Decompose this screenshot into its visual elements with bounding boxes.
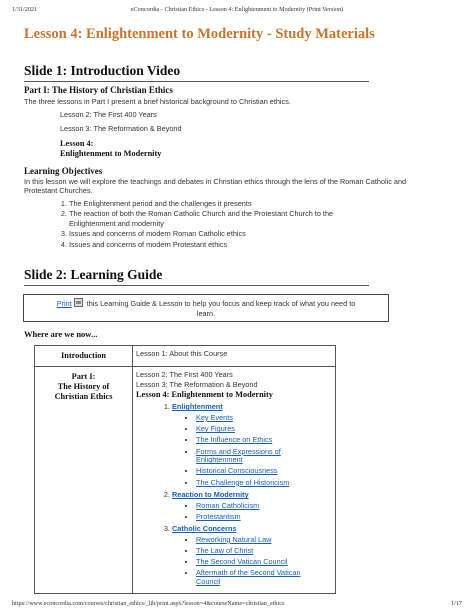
subtopic-item	[196, 513, 332, 522]
print-footer	[12, 600, 462, 607]
lesson-item: Lesson 2: The First 400 Years	[60, 109, 157, 119]
subtopic-item	[196, 547, 332, 556]
current-lesson-line2: Enlightenment to Modernity	[60, 148, 162, 158]
topic-item	[172, 490, 332, 521]
subtopic-link[interactable]: The Challenge of Historicism	[196, 477, 290, 487]
part-heading: Part I: The History of Christian Ethics	[24, 85, 173, 95]
subtopic-link[interactable]: Historical Consciousness	[196, 466, 278, 476]
row-content	[133, 367, 336, 593]
subtopic-item	[196, 467, 332, 476]
current-lesson: Lesson 4: Enlightenment to Modernity	[136, 390, 273, 400]
slide2-heading: Slide 2: Learning Guide	[24, 267, 369, 286]
subtopic-link[interactable]: Roman Catholicism	[196, 500, 260, 510]
where-heading: Where are we now...	[24, 329, 98, 340]
subtopic-link[interactable]: Forms and Expressions of Enlightenment	[196, 446, 281, 465]
subtopic-item	[196, 448, 296, 465]
topic-link-reaction[interactable]: Reaction to Modernity	[172, 490, 249, 500]
lesson-item: Lesson 2: The First 400 Years	[136, 370, 233, 380]
header-date: 1/31/2021	[12, 6, 38, 13]
subtopic-item	[196, 425, 332, 434]
subtopic-item	[196, 479, 332, 488]
current-lesson	[24, 139, 452, 159]
learning-guide-table	[34, 345, 336, 593]
topic-item	[172, 402, 332, 487]
subtopic-list	[172, 414, 332, 487]
topic-item	[172, 524, 332, 586]
part-label-2: The History of	[57, 382, 110, 392]
topic-link-catholic[interactable]: Catholic Concerns	[172, 524, 237, 534]
subtopic-list	[172, 502, 332, 522]
print-text: this Learning Guide & Lesson to help you focus and keep track of what you need to	[84, 299, 356, 309]
topic-link-enlightenment[interactable]: Enlightenment	[172, 402, 223, 412]
subtopic-link[interactable]: The Law of Christ	[196, 546, 254, 556]
subtopic-list	[172, 536, 332, 587]
objective-item: 3. Issues and concerns of modern Roman Catholic ethics	[69, 229, 452, 239]
printer-icon[interactable]	[74, 298, 83, 307]
subtopic-item	[196, 536, 332, 545]
subtopic-link[interactable]: Key Figures	[196, 424, 235, 434]
objective-item: 4. Issues and concerns of modern Protestant ethics	[69, 240, 452, 250]
subtopic-link[interactable]: Reworking Natural Law	[196, 534, 272, 544]
subtopic-item	[196, 558, 332, 567]
current-lesson-line1: Lesson 4:	[60, 138, 94, 148]
print-box	[23, 294, 389, 322]
subtopic-item	[196, 569, 316, 586]
row-label: Introduction	[35, 346, 133, 367]
footer-url: https://www.econcordia.com/courses/christian_ethics/_lib/print.aspx?lesson=4&courseName=christian_ethics	[12, 600, 285, 607]
lesson-item: Lesson 3: The Reformation & Beyond	[136, 379, 258, 389]
subtopic-item	[196, 414, 332, 423]
objectives-heading: Learning Objectives	[24, 165, 103, 176]
print-text-end: learn.	[196, 308, 216, 318]
row-content: Lesson 1: About this Course	[133, 346, 336, 367]
objective-item: 1. The Enlightenment period and the challenges it presents	[69, 199, 452, 209]
objectives-intro: In this lesson we will explore the teachings and debates in Christian ethics through the lens of the Roman Catholic and Protestant Churches.	[24, 176, 407, 195]
subtopic-link[interactable]: The Second Vatican Council	[196, 557, 288, 567]
intro-text: The three lessons in Part I present a brief historical background to Christian ethics.	[24, 97, 291, 106]
subtopic-link[interactable]: The Influence on Ethics	[196, 435, 273, 445]
lesson-item: Lesson 3: The Reformation & Beyond	[60, 124, 182, 133]
subtopic-item	[196, 502, 332, 511]
row-label	[35, 367, 133, 593]
subtopic-item	[196, 436, 332, 445]
part-label-3: Christian Ethics	[54, 392, 113, 402]
objective-item: 2. The reaction of both the Roman Catholic Church and the Protestant Church to the Enlightenment and modernity	[69, 209, 359, 228]
objectives-list	[24, 199, 452, 250]
slide1-heading: Slide 1: Introduction Video	[24, 63, 369, 82]
part-label-1: Part I:	[71, 372, 96, 382]
header-page-title: eConcordia - Christian Ethics - Lesson 4: Enlightenment to Modernity (Print Version)	[130, 6, 344, 13]
subtopic-link[interactable]: Key Events	[196, 412, 233, 422]
document-body	[24, 20, 452, 594]
table-row	[35, 346, 336, 367]
subtopic-link[interactable]: Aftermath of the Second Vatican Council	[196, 568, 301, 587]
lesson-title: Lesson 4: Enlightenment to Modernity - Study Materials	[24, 26, 375, 42]
topic-list	[136, 402, 332, 586]
print-link[interactable]: Print	[56, 299, 72, 309]
table-row	[35, 367, 336, 593]
print-header	[12, 6, 462, 13]
footer-page-number: 1/17	[450, 600, 462, 607]
subtopic-link[interactable]: Protestantism	[196, 511, 241, 521]
